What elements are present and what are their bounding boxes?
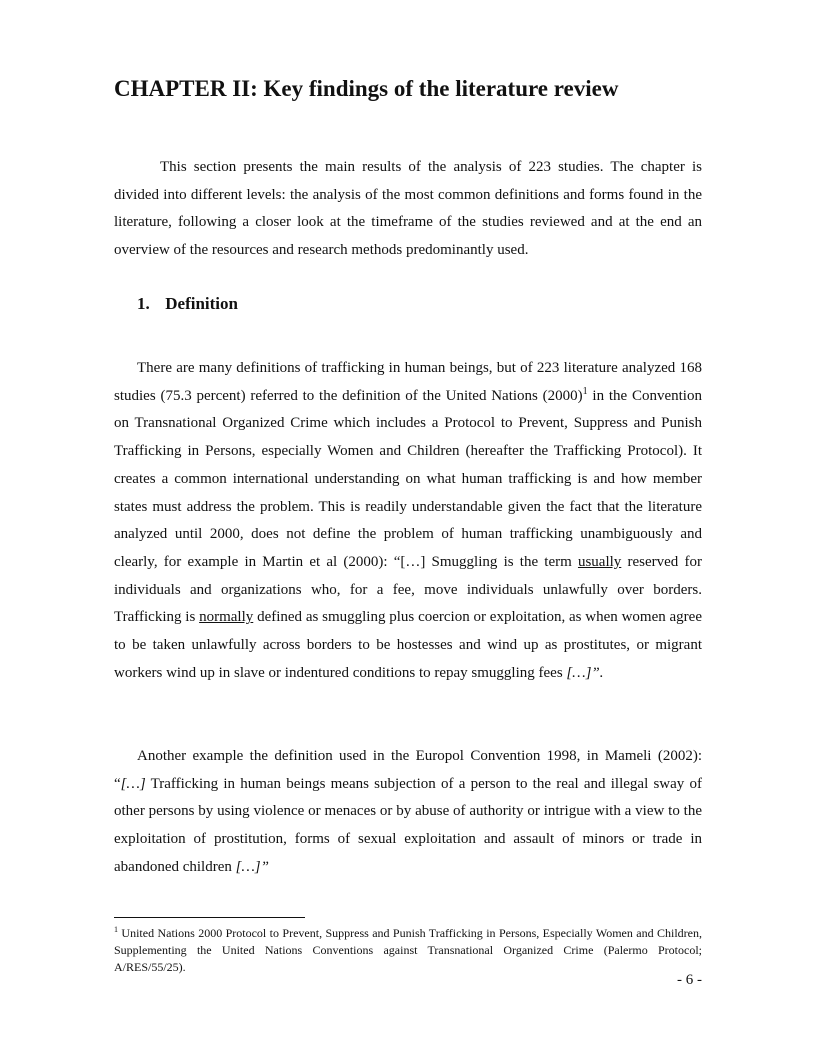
para3-text-2: Trafficking in human beings means subjection of a person to the real and illegal sway of other persons by using violence or menaces or by abuse of authority or intrigue with a view to the exploitation of prostitution, forms of sexual exploitation and assault of minors or trade in abandoned children xyxy=(114,775,702,875)
para3-text-1: Another example the definition used in the Europol Convention 1998, in Mameli (2002): “ xyxy=(114,748,702,792)
chapter-title: CHAPTER II: Key findings of the literature review xyxy=(114,76,619,101)
section-number: 1. xyxy=(137,294,150,313)
para2-text-3: reserved for individuals and organizations who, for a fee, move individuals unlawfully over borders. Trafficking is xyxy=(114,553,702,626)
definition-paragraph xyxy=(114,355,702,687)
para2-text-1: There are many definitions of trafficking in human beings, but of 223 literature analyzed 168 studies (75.3 percent) referred to the definition of the United Nations (2000) xyxy=(114,360,702,404)
para3-italic-ellipsis-start: […] xyxy=(120,775,146,792)
footnote xyxy=(114,925,702,976)
footnote-divider xyxy=(114,917,305,918)
intro-paragraph: This section presents the main results of the analysis of 223 studies. The chapter is divided into different levels: the analysis of the most common definitions and forms found in the literature, following a closer look at the timeframe of the studies reviewed and at the end an overview of the resources and research methods predominantly used. xyxy=(114,159,702,259)
page-number: - 6 - xyxy=(677,972,702,988)
footnote-reference: 1 xyxy=(582,385,588,397)
footnote-text: United Nations 2000 Protocol to Prevent, Suppress and Punish Trafficking in Persons, Especially Women and Children, Supplementing the United Nations Conventions against Transnational Organized Crime (Palermo Protocol; A/RES/55/25). xyxy=(114,926,702,974)
europol-paragraph xyxy=(114,743,702,882)
footnote-mark: 1 xyxy=(114,925,118,934)
section-title: Definition xyxy=(165,294,238,313)
para2-text-4: defined as smuggling plus coercion or exploitation, as when women agree to be taken unlawfully across borders to be hostesses and wind up as prostitutes, or migrant workers wind up in slave or indentured conditions to repay smuggling fees xyxy=(114,609,702,681)
underlined-word-normally: normally xyxy=(199,609,254,626)
underlined-word-usually: usually xyxy=(577,553,622,570)
section-heading xyxy=(137,294,238,314)
para3-italic-ellipsis-end: […]” xyxy=(235,858,269,875)
para2-italic-ellipsis: […]”. xyxy=(566,664,604,681)
para2-text-2: in the Convention on Transnational Organized Crime which includes a Protocol to Prevent, Suppress and Punish Trafficking in Persons, especially Women and Children (hereafter the Trafficking Protocol). It creates a common international understanding on what human trafficking is and how member states must address the problem. This is readily understandable given the fact that the literature analyzed until 2000, does not define the problem of human trafficking unambiguously and clearly, for example in Martin et al (2000): “[…] Smuggling is the term xyxy=(114,387,702,570)
